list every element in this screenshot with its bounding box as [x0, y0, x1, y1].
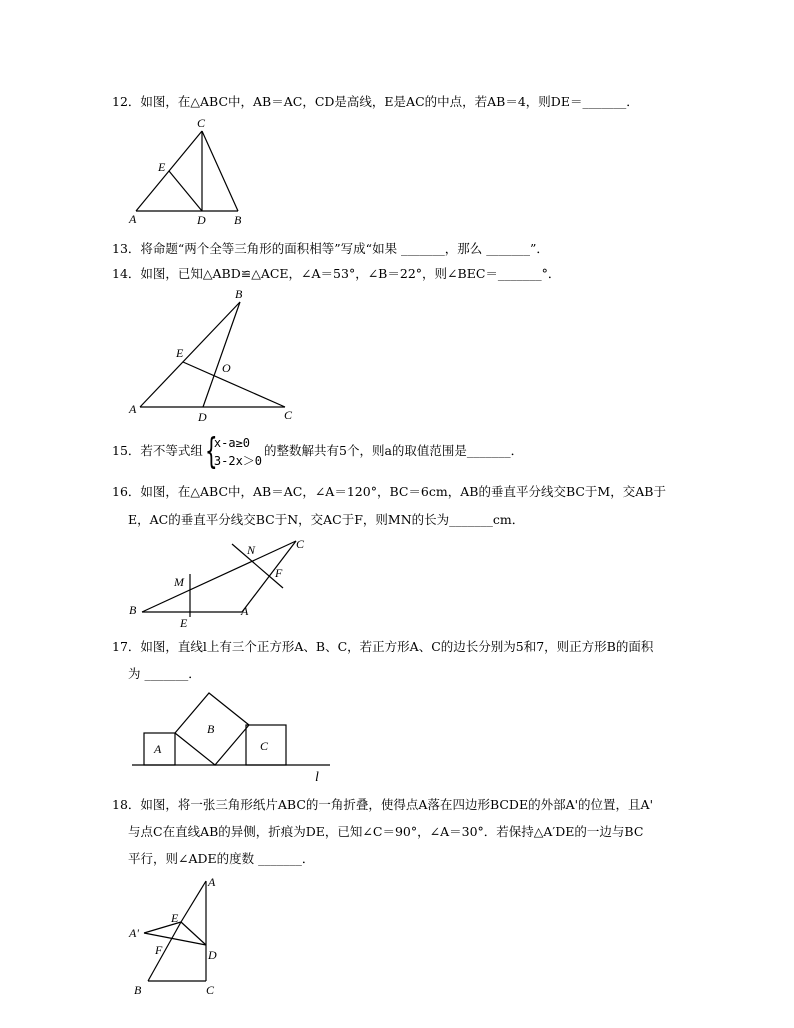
q12-text: 12．如图，在△ABC中，AB＝AC，CD是高线，E是AC的中点，若AB＝4，则DE＝_______．: [112, 94, 639, 109]
q14-text: 14．如图，已知△ABD≌△ACE，∠A＝53°，∠B＝22°，则∠BEC＝_______°．: [112, 266, 561, 281]
q16-label-M: M: [174, 575, 184, 589]
q16-triangle-diagram: [120, 532, 320, 632]
q18-label-D: D: [208, 948, 217, 962]
q12-triangle-diagram: [120, 112, 260, 232]
q15-text: [112, 430, 524, 472]
q17-label-A: A: [154, 742, 162, 756]
q16-label-B: B: [129, 603, 137, 617]
q15-inequality-2: 3-2x＞0: [213, 453, 263, 468]
q17-line1: 17．如图，直线l上有三个正方形A、B、C，若正方形A、C的边长分别为5和7，则正方形B的面积: [112, 639, 654, 654]
q14-label-D: D: [198, 410, 207, 424]
q14-label-O: O: [222, 361, 231, 375]
q14-label-A: A: [129, 402, 137, 416]
q12-figure: [120, 112, 260, 232]
q16-figure: [120, 532, 320, 632]
q17-squares-diagram: [120, 685, 340, 785]
q12-label-B: B: [234, 213, 242, 227]
q15-prefix: 15．若不等式组: [112, 443, 203, 458]
q13-text: 13．将命题“两个全等三角形的面积相等”写成“如果 _______，那么 _______”．: [112, 241, 549, 256]
q16-line2: E，AC的垂直平分线交BC于N，交AC于F，则MN的长为_______cm．: [128, 512, 525, 527]
q16-label-A: A: [241, 604, 249, 618]
q18-label-A-prime: A': [129, 926, 139, 940]
q15-inequality-system: [204, 430, 263, 472]
q12-label-A: A: [129, 212, 137, 226]
q17-label-C: C: [260, 739, 269, 753]
q15-suffix: 的整数解共有5个，则a的取值范围是_______．: [264, 443, 524, 458]
q18-label-E: E: [171, 911, 179, 925]
q12-label-C: C: [197, 116, 206, 130]
q17-label-B: B: [207, 722, 215, 736]
q16-label-N: N: [247, 543, 256, 557]
q18-line3: 平行，则∠ADE的度数 _______．: [128, 851, 315, 866]
q18-label-C: C: [206, 983, 215, 997]
left-brace-icon: {: [204, 430, 218, 472]
q17-line2: 为 _______．: [128, 666, 201, 681]
q18-label-F: F: [155, 943, 163, 957]
q17-figure: [120, 685, 340, 785]
q18-label-B: B: [134, 983, 142, 997]
q12-label-D: D: [197, 213, 206, 227]
q16-line1: 16．如图，在△ABC中，AB＝AC，∠A＝120°，BC＝6cm，AB的垂直平分线交BC于M，交AB于: [112, 484, 666, 499]
q18-line2: 与点C在直线AB的异侧，折痕为DE，已知∠C＝90°，∠A＝30°．若保持△A′DE的一边与BC: [128, 824, 644, 839]
q17-label-l: l: [315, 770, 319, 785]
q15-inequality-1: x-a≥0: [213, 435, 251, 450]
q18-figure: [120, 870, 240, 1000]
q14-label-B: B: [235, 287, 243, 301]
q14-label-C: C: [284, 408, 293, 422]
q14-label-E: E: [176, 346, 184, 360]
q14-triangle-diagram: [120, 285, 305, 425]
q18-line1: 18．如图，将一张三角形纸片ABC的一角折叠，使得点A落在四边形BCDE的外部A'的位置，且A': [112, 797, 653, 812]
q16-label-F: F: [275, 566, 283, 580]
q16-label-C: C: [296, 537, 305, 551]
q14-figure: [120, 285, 305, 425]
q12-label-E: E: [158, 160, 166, 174]
q16-label-E: E: [180, 616, 188, 630]
q18-fold-diagram: [120, 870, 240, 1000]
q18-label-A: A: [208, 875, 216, 889]
